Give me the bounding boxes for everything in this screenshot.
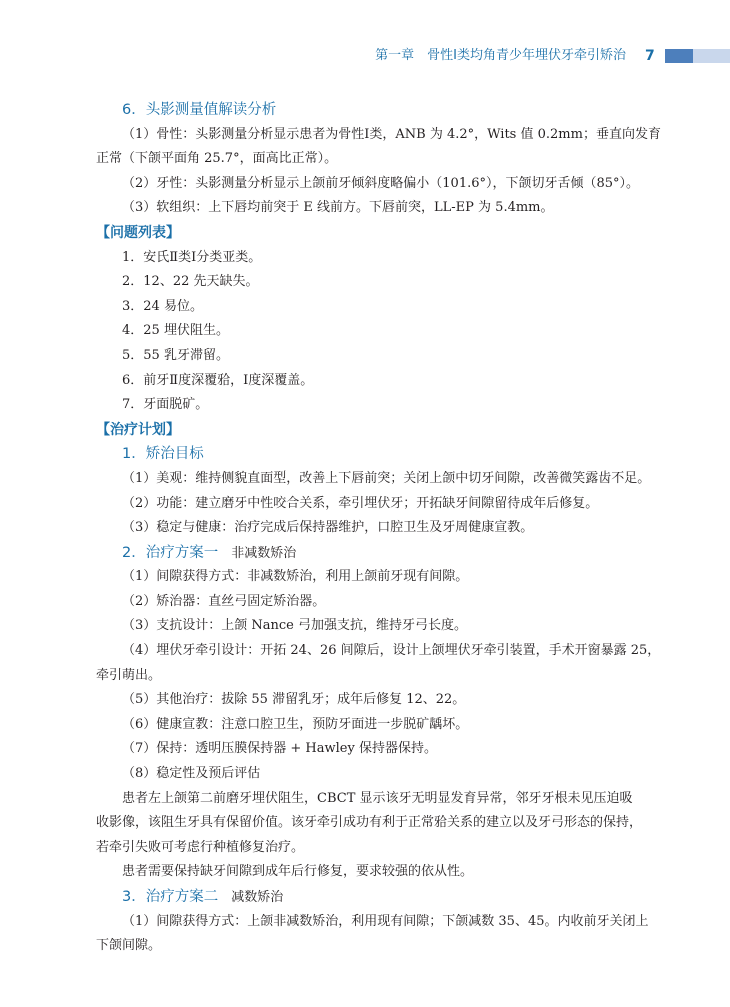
text-line: （1）骨性：头影测量分析显示患者为骨性Ⅰ类，ANB 为 4.2°，Wits 值 0.2mm；垂直向发育	[122, 126, 661, 142]
section-heading: 1．矫治目标	[122, 446, 204, 463]
text-line: （4）埋伏牙牵引设计：开拓 24、26 间隙后，设计上颌埋伏牙牵引装置，手术开窗暴露 25，	[122, 643, 661, 659]
text-line: 4．25 埋伏阻生。	[122, 323, 229, 339]
text-line: （3）支抗设计：上颌 Nance 弓加强支抗，维持牙弓长度。	[122, 618, 468, 634]
page-number: 7	[645, 48, 655, 64]
text-line: 患者左上颌第二前磨牙埋伏阻生，CBCT 显示该牙无明显发育异常，邻牙牙根未见压迫吸	[122, 790, 633, 806]
header-accent-block-light	[693, 49, 730, 63]
text-line: 5．55 乳牙滞留。	[122, 347, 229, 363]
text-line: 1．安氏Ⅱ类Ⅰ分类亚类。	[122, 249, 262, 265]
text-line: （1）间隙获得方式：非减数矫治，利用上颌前牙现有间隙。	[122, 569, 469, 585]
text-line: 6．前牙Ⅱ度深覆𬌗，Ⅰ度深覆盖。	[122, 372, 314, 388]
section-heading: 6．头影测量值解读分析	[122, 102, 277, 118]
text-line: （6）健康宣教：注意口腔卫生，预防牙面进一步脱矿龋坏。	[122, 716, 469, 732]
text-line: 收影像，该阻生牙具有保留价值。该牙牵引成功有利于正常𬌗关系的建立以及牙弓形态的保持，	[96, 815, 643, 831]
text-line: （2）矫治器：直丝弓固定矫治器。	[122, 593, 326, 609]
text-line: 7．牙面脱矿。	[122, 397, 209, 413]
text-line: （2）牙性：头影测量分析显示上颌前牙倾斜度略偏小（101.6°），下颌切牙舌倾（85°）。	[122, 175, 640, 191]
text-line: 2．12、22 先天缺失。	[122, 274, 259, 290]
text-line: （8）稳定性及预后评估	[122, 766, 261, 782]
chapter-title: 第一章 骨性Ⅰ类均角青少年埋伏牙牵引矫治	[375, 48, 626, 63]
text-line: 牵引萌出。	[96, 667, 162, 683]
bracket-heading: 【治疗计划】	[96, 421, 180, 438]
bracket-heading: 【问题列表】	[96, 224, 180, 241]
text-line: 下颌间隙。	[96, 938, 162, 954]
body-text	[96, 98, 666, 959]
text-line: 3．24 易位。	[122, 298, 203, 314]
text-line: 患者需要保持缺牙间隙到成年后行修复，要求较强的依从性。	[122, 864, 474, 880]
heading-label: 2．治疗方案一	[122, 544, 219, 561]
text-line: （2）功能：建立磨牙中性咬合关系，牵引埋伏牙；开拓缺牙间隙留待成年后修复。	[122, 495, 599, 511]
text-line: （7）保持：透明压膜保持器 + Hawley 保持器保持。	[122, 741, 437, 757]
section-heading	[96, 885, 666, 910]
running-header	[0, 46, 730, 66]
text-line: （1）间隙获得方式：上颌非减数矫治，利用现有间隙；下颌减数 35、45。内收前牙关闭上	[122, 913, 649, 929]
text-line: （1）美观：维持侧貌直面型，改善上下唇前突；关闭上颌中切牙间隙，改善微笑露齿不足。	[122, 470, 651, 486]
text-line: （3）软组织：上下唇均前突于 E 线前方。下唇前突，LL-EP 为 5.4mm。	[122, 200, 554, 216]
header-accent-block	[665, 49, 693, 63]
heading-label: 3．治疗方案二	[122, 889, 219, 905]
section-heading	[96, 541, 666, 566]
text-line: 若牵引失败可考虑行种植修复治疗。	[96, 839, 305, 855]
text-line: （5）其他治疗：拔除 55 滞留乳牙；成年后修复 12、22。	[122, 692, 466, 708]
heading-subtitle: 非减数矫治	[218, 545, 297, 561]
text-line: 正常（下颌平面角 25.7°，面高比正常）。	[96, 151, 338, 167]
text-line: （3）稳定与健康：治疗完成后保持器维护，口腔卫生及牙周健康宣教。	[122, 520, 534, 536]
heading-subtitle: 减数矫治	[218, 890, 284, 905]
